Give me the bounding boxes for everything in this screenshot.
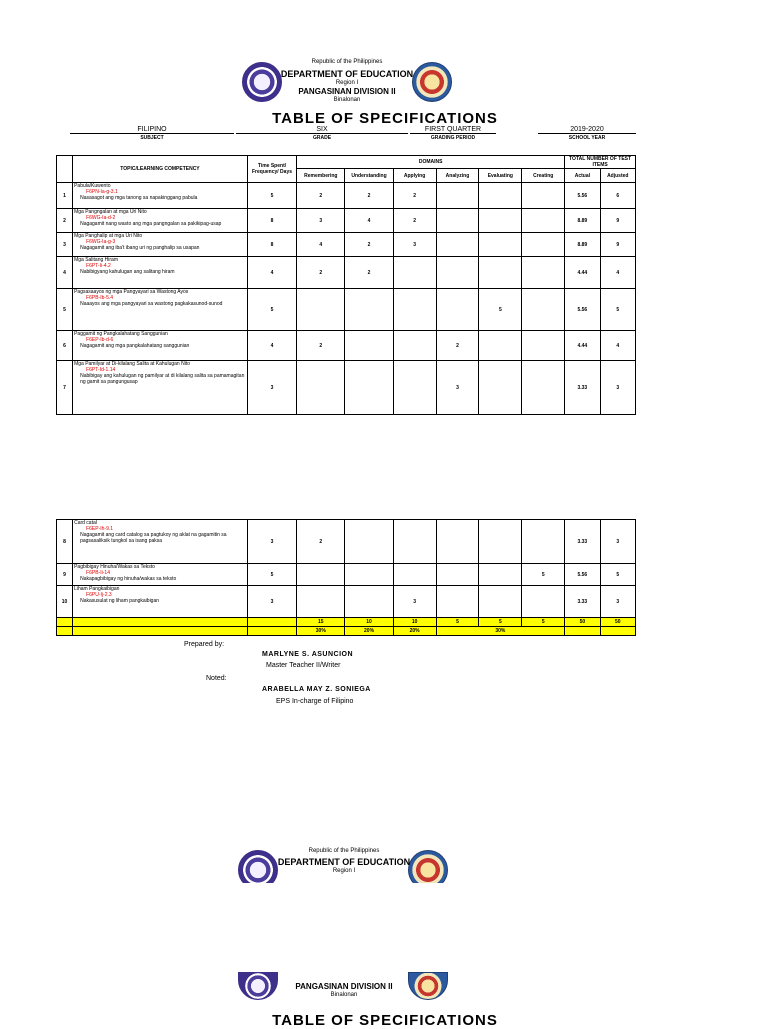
table-row xyxy=(57,183,636,209)
row-number: 8 xyxy=(57,520,73,564)
actual-cell: 3.33 xyxy=(565,586,600,618)
days-cell: 5 xyxy=(247,564,296,586)
evaluating-cell xyxy=(479,209,522,233)
adjusted-cell: 6 xyxy=(600,183,635,209)
competency-title: Pagsasaayos ng mga Pangyayari sa Wastong Ayos xyxy=(74,289,189,295)
understanding-cell xyxy=(345,289,393,331)
no-header xyxy=(57,156,73,183)
adjusted-cell: 5 xyxy=(600,289,635,331)
remembering-cell xyxy=(297,289,345,331)
remembering-cell: 2 xyxy=(297,331,345,361)
days-cell: 4 xyxy=(247,257,296,289)
row-number: 6 xyxy=(57,331,73,361)
creating-cell xyxy=(522,289,565,331)
competency-desc: Nakasusulat ng liham pangkaibigan xyxy=(80,598,160,604)
analyzing-cell: 3 xyxy=(436,361,479,415)
topic-header: TOPIC/LEARNING COMPETENCY xyxy=(73,156,248,183)
header-department-2: DEPARTMENT OF EDUCATION xyxy=(277,857,411,867)
competency-title: Card catal xyxy=(74,520,97,526)
table-row xyxy=(57,257,636,289)
analyzing-cell xyxy=(436,289,479,331)
actual-cell: 3.33 xyxy=(565,361,600,415)
deped-seal-icon-3 xyxy=(238,972,278,1000)
applying-cell: 3 xyxy=(393,233,436,257)
understanding-header: Understanding xyxy=(345,169,393,183)
adjusted-cell: 3 xyxy=(600,520,635,564)
competency-code: F6EP-Ih-9.1 xyxy=(86,526,114,532)
competency-cell xyxy=(73,564,248,586)
competency-cell xyxy=(73,183,248,209)
row-number: 2 xyxy=(57,209,73,233)
total-rem: 15 xyxy=(297,618,345,627)
header-town-2: Binalonan xyxy=(330,992,358,998)
actual-cell: 3.33 xyxy=(565,520,600,564)
analyzing-cell xyxy=(436,233,479,257)
division-seal-icon xyxy=(412,62,452,102)
total-eva: 5 xyxy=(479,618,522,627)
table-row xyxy=(57,289,636,331)
table-row xyxy=(57,209,636,233)
creating-cell xyxy=(522,233,565,257)
days-cell: 8 xyxy=(247,209,296,233)
analyzing-cell xyxy=(436,183,479,209)
year-value: 2019-2020 xyxy=(570,126,604,133)
noted-role: EPS In-charge of Filipino xyxy=(276,698,354,705)
creating-cell xyxy=(522,586,565,618)
row-number: 3 xyxy=(57,233,73,257)
applying-cell: 2 xyxy=(393,183,436,209)
header-department: DEPARTMENT OF EDUCATION xyxy=(280,69,414,79)
evaluating-cell xyxy=(479,233,522,257)
division-seal-icon-3 xyxy=(408,972,448,1000)
grade-value: SIX xyxy=(316,126,328,133)
meta-grade xyxy=(236,126,408,141)
understanding-cell: 2 xyxy=(345,233,393,257)
page-break-gap xyxy=(0,883,768,977)
actual-cell: 5.56 xyxy=(565,564,600,586)
header-republic-2: Republic of the Philippines xyxy=(308,848,380,854)
competency-title: Mga Pangngalan at mga Uri Nito xyxy=(74,209,147,215)
competency-desc: Naaayos ang mga pangyayari sa wastong pagkakasunod-sunod xyxy=(80,301,223,307)
adjusted-cell: 9 xyxy=(600,233,635,257)
adjusted-cell: 4 xyxy=(600,331,635,361)
days-cell: 4 xyxy=(247,331,296,361)
actual-cell: 4.44 xyxy=(565,257,600,289)
creating-cell xyxy=(522,361,565,415)
competency-code: F6PB-Ib-5.4 xyxy=(86,295,114,301)
competency-desc: Nabibigay ang kahulugan ng pamilyar at di kilalang salita sa pamamagitan ng gamit sa pangungusap xyxy=(80,373,245,385)
analyzing-cell xyxy=(436,586,479,618)
row-number: 9 xyxy=(57,564,73,586)
percent-und: 20% xyxy=(345,627,393,636)
total-actual: 50 xyxy=(565,618,600,627)
subject-label: SUBJECT xyxy=(70,133,234,141)
competency-code: F6PB-Ii-14 xyxy=(86,570,110,576)
prepared-label: Prepared by: xyxy=(184,641,225,648)
row-number: 5 xyxy=(57,289,73,331)
competency-title: Paggamit ng Pangkalahatang Sanggunian xyxy=(74,331,168,337)
evaluating-cell: 5 xyxy=(479,289,522,331)
table-row xyxy=(57,233,636,257)
evaluating-cell xyxy=(479,520,522,564)
competency-desc: Nagagamit ang card catalog sa pagtukoy ng aklat na gagamitin sa pagsasaliksik tungkol sa isang paksa xyxy=(80,532,227,544)
understanding-cell xyxy=(345,564,393,586)
competency-code: F6PU-Ij-2.3 xyxy=(86,592,112,598)
competency-code: F6PN-Ia-g-3.1 xyxy=(86,189,118,195)
table-row xyxy=(57,520,636,564)
evaluating-cell xyxy=(479,564,522,586)
days-cell: 5 xyxy=(247,183,296,209)
table-body-1 xyxy=(57,183,636,415)
table-row xyxy=(57,564,636,586)
table-row xyxy=(57,586,636,618)
row-number: 1 xyxy=(57,183,73,209)
evaluating-cell xyxy=(479,257,522,289)
remembering-cell xyxy=(297,564,345,586)
remembering-cell xyxy=(297,586,345,618)
tos-table xyxy=(56,155,636,415)
grade-label: GRADE xyxy=(236,133,408,141)
applying-cell xyxy=(393,331,436,361)
actual-cell: 5.56 xyxy=(565,183,600,209)
total-ana: 5 xyxy=(436,618,479,627)
applying-header: Applying xyxy=(393,169,436,183)
days-cell: 5 xyxy=(247,289,296,331)
header-republic: Republic of the Philippines xyxy=(311,59,383,65)
noted-name: ARABELLA MAY Z. SONIEGA xyxy=(262,686,371,693)
page-title-2: TABLE OF SPECIFICATIONS xyxy=(272,1012,498,1029)
competency-title: Mga Pamilyar at Di-kilalang Salita at Kahulugan Nito xyxy=(74,361,190,367)
totals-row xyxy=(57,618,636,627)
evaluating-cell xyxy=(479,586,522,618)
evaluating-cell xyxy=(479,183,522,209)
page-title: TABLE OF SPECIFICATIONS xyxy=(272,110,498,127)
subject-value: FILIPINO xyxy=(137,126,167,133)
competency-cell xyxy=(73,233,248,257)
understanding-cell xyxy=(345,520,393,564)
applying-cell xyxy=(393,520,436,564)
meta-year xyxy=(538,126,636,141)
competency-desc: Nagagamit nang wasto ang mga pangngalan sa pakikipag-usap xyxy=(80,221,222,227)
period-label: GRADING PERIOD xyxy=(410,133,496,141)
understanding-cell xyxy=(345,361,393,415)
table-body-2 xyxy=(57,520,636,618)
remembering-cell: 2 xyxy=(297,520,345,564)
time-header: Time Spent/ Frequency/ Days xyxy=(247,156,296,183)
analyzing-cell: 2 xyxy=(436,331,479,361)
applying-cell xyxy=(393,289,436,331)
evaluating-cell xyxy=(479,331,522,361)
deped-seal-icon xyxy=(242,62,282,102)
creating-cell xyxy=(522,257,565,289)
table-row xyxy=(57,361,636,415)
creating-cell xyxy=(522,209,565,233)
adjusted-cell: 3 xyxy=(600,586,635,618)
noted-label: Noted: xyxy=(206,675,227,682)
competency-desc: Nasasagot ang mga tanong sa napakinggang pabula xyxy=(80,195,198,201)
competency-title: Mga Salitang Hiram xyxy=(74,257,118,263)
understanding-cell: 4 xyxy=(345,209,393,233)
actual-cell: 8.89 xyxy=(565,233,600,257)
remembering-cell: 4 xyxy=(297,233,345,257)
actual-header: Actual xyxy=(565,169,600,183)
prepared-role: Master Teacher II/Writer xyxy=(266,662,341,669)
competency-desc: Nakapagbibigay ng hinuha/wakas sa teksto xyxy=(80,576,177,582)
prepared-name: MARLYNE S. ASUNCION xyxy=(262,651,354,658)
meta-subject xyxy=(70,126,234,141)
days-cell: 8 xyxy=(247,233,296,257)
understanding-cell: 2 xyxy=(345,257,393,289)
total-app: 10 xyxy=(393,618,436,627)
row-number: 7 xyxy=(57,361,73,415)
competency-cell xyxy=(73,361,248,415)
competency-cell xyxy=(73,520,248,564)
table-row xyxy=(57,331,636,361)
evaluating-header: Evaluating xyxy=(479,169,522,183)
remembering-cell: 2 xyxy=(297,257,345,289)
header-region-2: Region I xyxy=(332,868,356,874)
competency-desc: Nagagamit ang iba't ibang uri ng panghalip sa usapan xyxy=(80,245,200,251)
applying-cell: 3 xyxy=(393,586,436,618)
percent-rem: 30% xyxy=(297,627,345,636)
domains-header: DOMAINS xyxy=(297,156,565,169)
creating-cell xyxy=(522,331,565,361)
competency-cell xyxy=(73,209,248,233)
period-value: FIRST QUARTER xyxy=(424,126,482,133)
remembering-header: Remembering xyxy=(297,169,345,183)
evaluating-cell xyxy=(479,361,522,415)
analyzing-header: Analyzing xyxy=(436,169,479,183)
days-cell: 3 xyxy=(247,520,296,564)
row-number: 10 xyxy=(57,586,73,618)
days-cell: 3 xyxy=(247,361,296,415)
creating-cell xyxy=(522,183,565,209)
adjusted-header: Adjusted xyxy=(600,169,635,183)
competency-code: F6PT-Id-1.14 xyxy=(86,367,116,373)
competency-code: F6EP-Ib-d-6 xyxy=(86,337,114,343)
header-division: PANGASINAN DIVISION II xyxy=(298,87,396,96)
year-label: SCHOOL YEAR xyxy=(538,133,636,141)
analyzing-cell xyxy=(436,257,479,289)
total-header: TOTAL NUMBER OF TEST ITEMS xyxy=(565,156,636,169)
applying-cell xyxy=(393,361,436,415)
creating-header: Creating xyxy=(522,169,565,183)
actual-cell: 4.44 xyxy=(565,331,600,361)
analyzing-cell xyxy=(436,520,479,564)
competency-title: Liham Pangkaibigan xyxy=(74,586,120,592)
competency-cell xyxy=(73,331,248,361)
understanding-cell: 2 xyxy=(345,183,393,209)
creating-cell xyxy=(522,520,565,564)
actual-cell: 8.89 xyxy=(565,209,600,233)
header-town: Binalonan xyxy=(333,97,361,103)
actual-cell: 5.56 xyxy=(565,289,600,331)
competency-cell xyxy=(73,257,248,289)
total-adjusted: 50 xyxy=(600,618,635,627)
remembering-cell: 3 xyxy=(297,209,345,233)
applying-cell: 2 xyxy=(393,209,436,233)
meta-period xyxy=(410,126,496,141)
analyzing-cell xyxy=(436,564,479,586)
competency-title: Mga Panghalip at mga Uri Nito xyxy=(74,233,143,239)
remembering-cell: 2 xyxy=(297,183,345,209)
total-cre: 5 xyxy=(522,618,565,627)
adjusted-cell: 4 xyxy=(600,257,635,289)
percent-row xyxy=(57,627,636,636)
applying-cell xyxy=(393,564,436,586)
creating-cell: 5 xyxy=(522,564,565,586)
competency-code: F6WG-Ia-d-2 xyxy=(86,215,116,221)
adjusted-cell: 3 xyxy=(600,361,635,415)
competency-cell xyxy=(73,289,248,331)
competency-cell xyxy=(73,586,248,618)
applying-cell xyxy=(393,257,436,289)
header-division-2: PANGASINAN DIVISION II xyxy=(295,982,393,991)
remembering-cell xyxy=(297,361,345,415)
days-cell: 3 xyxy=(247,586,296,618)
tos-table-continued xyxy=(56,519,636,636)
percent-hots: 30% xyxy=(436,627,565,636)
competency-title: Pabula/Kuwento xyxy=(74,183,111,189)
understanding-cell xyxy=(345,331,393,361)
row-number: 4 xyxy=(57,257,73,289)
analyzing-cell xyxy=(436,209,479,233)
competency-code: F6PT-Ii-4.2 xyxy=(86,263,111,269)
adjusted-cell: 9 xyxy=(600,209,635,233)
competency-desc: Nagagamit ang mga pangkalahatang sanggunian xyxy=(80,343,190,349)
competency-code: F6WG-Ia-g-3 xyxy=(86,239,116,245)
competency-title: Pagbibigay Hinuha/Wakas sa Teksto xyxy=(74,564,155,570)
understanding-cell xyxy=(345,586,393,618)
competency-desc: Nabibigyang kahulugan ang salitang hiram xyxy=(80,269,175,275)
adjusted-cell: 5 xyxy=(600,564,635,586)
percent-app: 20% xyxy=(393,627,436,636)
header-region: Region I xyxy=(335,80,359,86)
total-und: 10 xyxy=(345,618,393,627)
